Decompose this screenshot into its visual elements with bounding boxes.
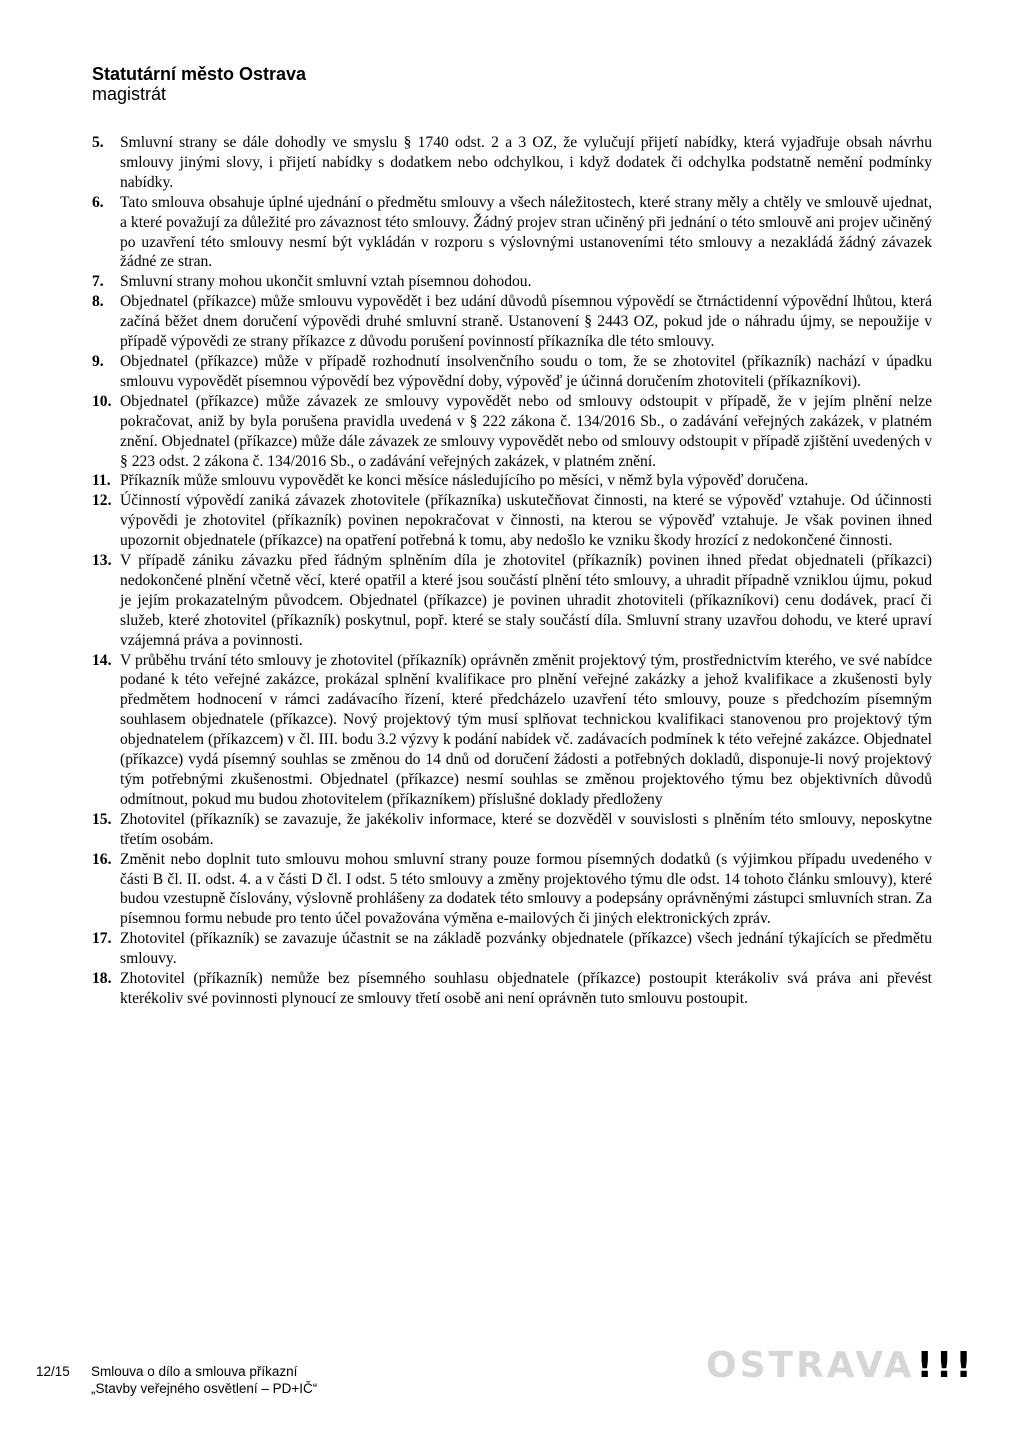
clause-number: 14.	[92, 651, 112, 669]
clause-number: 15.	[92, 810, 112, 828]
clause-text: Příkazník může smlouvu vypovědět ke konci měsíce následujícího po měsíci, v němž byla výpověď doručena.	[120, 472, 809, 490]
clause-text: Smluvní strany mohou ukončit smluvní vztah písemnou dohodou.	[120, 273, 532, 291]
clause-item	[92, 850, 932, 930]
clause-number: 5.	[92, 134, 104, 151]
clause-item	[92, 651, 932, 810]
clause-text: Zhotovitel (příkazník) nemůže bez písemného souhlasu objednatele (příkazce) postoupit kterákoliv svá práva ani převést kterékoliv své povinnosti plynoucí ze smlouvy třetí osobě ani není oprávněn tuto smlouvu postoupit.	[120, 970, 932, 1007]
clause-number: 11.	[92, 472, 111, 490]
logo-exclamation-mark: !!!	[916, 1344, 975, 1386]
clause-item	[92, 352, 932, 392]
clause-item	[92, 551, 932, 651]
clause-number: 18.	[92, 970, 112, 988]
clause-number: 7.	[92, 273, 104, 291]
clause-number: 16.	[92, 850, 112, 868]
page-number: 12/15	[36, 1364, 70, 1379]
clause-text: Účinností výpovědí zaniká závazek zhotovitele (příkazníka) uskutečňovat činnosti, na které se výpověď vztahuje. Od účinnosti výpovědi je zhotovitel (příkazník) povinen nepokračovat v činnosti, na kterou se výpověď vztahuje. Je však povinen ihned upozornit objednatele (příkazce) na opatření potřebná k tomu, aby nedošlo ke vzniku škody hrozící z nedokončené činnosti.	[120, 492, 932, 550]
clause-text: Smluvní strany se dále dohodly ve smyslu § 1740 odst. 2 a 3 OZ, že vylučují přijetí nabídky, která vyjadřuje obsah návrhu smlouvy jinými slovy, i přijetí nabídky s dodatkem nebo odchylkou, i když dodatek či odchylka podstatně nemění podmínky nabídky.	[120, 134, 932, 191]
clause-text: Zhotovitel (příkazník) se zavazuje účastnit se na základě pozvánky objednatele (příkazce) všech jednání týkajících se předmětu smlouvy.	[120, 930, 932, 968]
page-header	[92, 64, 306, 104]
footer-line-1: Smlouva o dílo a smlouva příkazní	[91, 1364, 298, 1379]
clause-number: 13.	[92, 552, 112, 570]
clause-number: 10.	[92, 392, 112, 410]
organization-name: Statutární město Ostrava	[92, 64, 307, 84]
clause-text: V průběhu trvání této smlouvy je zhotovitel (příkazník) oprávněn změnit projektový tým, prostřednictvím kterého, ve své nabídce podané k této veřejné zakázce, prokázal splnění kvalifikace pro plnění veřejné zakázky a jehož kvalifikace a zkušenosti byly předmětem hodnocení v rámci zadávacího řízení, které předcházelo uzavření této smlouvy, pouze s předchozím písemným souhlasem objednatele (příkazce). Nový projektový tým musí splňovat technickou kvalifikaci stanovenou pro projektový tým objednatelem (příkazcem) v čl. III. bodu 3.2 výzvy k podání nabídek vč. zadávacích podmínek k této veřejné zakázce. Objednatel (příkazce) vydá písemný souhlas se změnou do 14 dnů od doručení žádosti a potřebných dokladů, disponuje-li nový projektový tým potřebnými zkušenostmi. Objednatel (příkazce) nesmí souhlas se změnou projektového týmu bez objektivních důvodů odmítnout, pokud mu budou zhotovitelem (příkazníkem) příslušné doklady předloženy	[120, 651, 932, 808]
footer-document-title	[91, 1363, 317, 1397]
clause-number: 8.	[92, 293, 104, 311]
department-name: magistrát	[92, 84, 167, 104]
clause-number: 9.	[92, 352, 104, 370]
clause-text: Zhotovitel (příkazník) se zavazuje, že jakékoliv informace, které se dozvěděl v souvislosti s plněním této smlouvy, neposkytne třetím osobám.	[120, 810, 932, 848]
clause-item	[92, 471, 932, 491]
contract-clauses	[92, 133, 932, 1009]
clause-text: Objednatel (příkazce) může závazek ze smlouvy vypovědět nebo od smlouvy odstoupit v případě, že v jejím plnění nelze pokračovat, aniž by byla porušena pravidla uvedená v § 222 zákona č. 134/2016 Sb., o zadávání veřejných zakázek, v platném znění. Objednatel (příkazce) může dále závazek ze smlouvy vypovědět nebo od smlouvy odstoupit v případě zjištění uvedených v § 223 odst. 2 zákona č. 134/2016 Sb., o zadávání veřejných zakázek, v platném znění.	[120, 392, 932, 470]
page-footer	[36, 1363, 317, 1397]
ostrava-logo	[706, 1344, 975, 1386]
clause-text: V případě zániku závazku před řádným splněním díla je zhotovitel (příkazník) povinen ihned předat objednateli (příkazci) nedokončené plnění včetně věcí, které opatřil a které jsou součástí plnění této smlouvy, a uhradit případně vzniklou újmu, pokud je jejím prokazatelným původcem. Objednatel (příkazce) je povinen uhradit zhotoviteli (příkazníkovi) cenu dodávek, prací či služeb, které zhotovitel (příkazník) poskytnul, popř. které se staly součástí díla. Smluvní strany uzavřou dohodu, ve které upraví vzájemná práva a povinnosti.	[120, 552, 932, 649]
clause-text: Tato smlouva obsahuje úplné ujednání o předmětu smlouvy a všech náležitostech, které strany měly a chtěly ve smlouvě ujednat, a které považují za důležité pro závaznost této smlouvy. Žádný projev stran učiněný při jednání o této smlouvě ani projev učiněný po uzavření této smlouvy nesmí být vykládán v rozporu s výslovnými ustanoveními této smlouvy a nezakládá žádný závazek žádné ze stran.	[120, 193, 932, 271]
clause-number: 6.	[92, 193, 104, 211]
clause-item	[92, 272, 932, 292]
clause-item	[92, 392, 932, 472]
clause-item	[92, 491, 932, 551]
clause-text: Objednatel (příkazce) může smlouvu vypovědět i bez udání důvodů písemnou výpovědí se čtrnáctidenní výpovědní lhůtou, která začíná běžet dnem doručení výpovědi druhé smluvní straně. Ustanovení § 2443 OZ, pokud jde o náhradu újmy, se nepoužije v případě výpovědi ze strany příkazce z důvodu porušení povinností příkazníka dle této smlouvy.	[120, 293, 932, 351]
clause-text: Objednatel (příkazce) může v případě rozhodnutí insolvenčního soudu o tom, že se zhotovitel (příkazník) nachází v úpadku smlouvu vypovědět písemnou výpovědí bez výpovědní doby, výpověď je účinná doručením zhotoviteli (příkazníkovi).	[120, 352, 932, 390]
clause-number: 12.	[92, 492, 112, 510]
clause-number: 17.	[92, 930, 112, 948]
clause-item	[92, 292, 932, 352]
clause-item	[92, 193, 932, 273]
clause-item	[92, 133, 932, 193]
clause-text: Změnit nebo doplnit tuto smlouvu mohou smluvní strany pouze formou písemných dodatků (s výjimkou případu uvedeného v části B čl. II. odst. 4. a v části D čl. I odst. 5 této smlouvy a změny projektového týmu dle odst. 14 tohoto článku smlouvy), které budou vzestupně číslovány, výslovně prohlášeny za dodatek této smlouvy a podepsány oprávněnými zástupci smluvních stran. Za písemnou formu nebude pro tento účel považována výměna e-mailových či jiných elektronických zpráv.	[120, 850, 932, 928]
clause-item	[92, 969, 932, 1009]
clause-item	[92, 810, 932, 850]
clause-item	[92, 929, 932, 969]
logo-wordmark: OSTRAVA	[706, 1344, 915, 1386]
footer-line-2: „Stavby veřejného osvětlení – PD+IČ“	[91, 1381, 318, 1396]
